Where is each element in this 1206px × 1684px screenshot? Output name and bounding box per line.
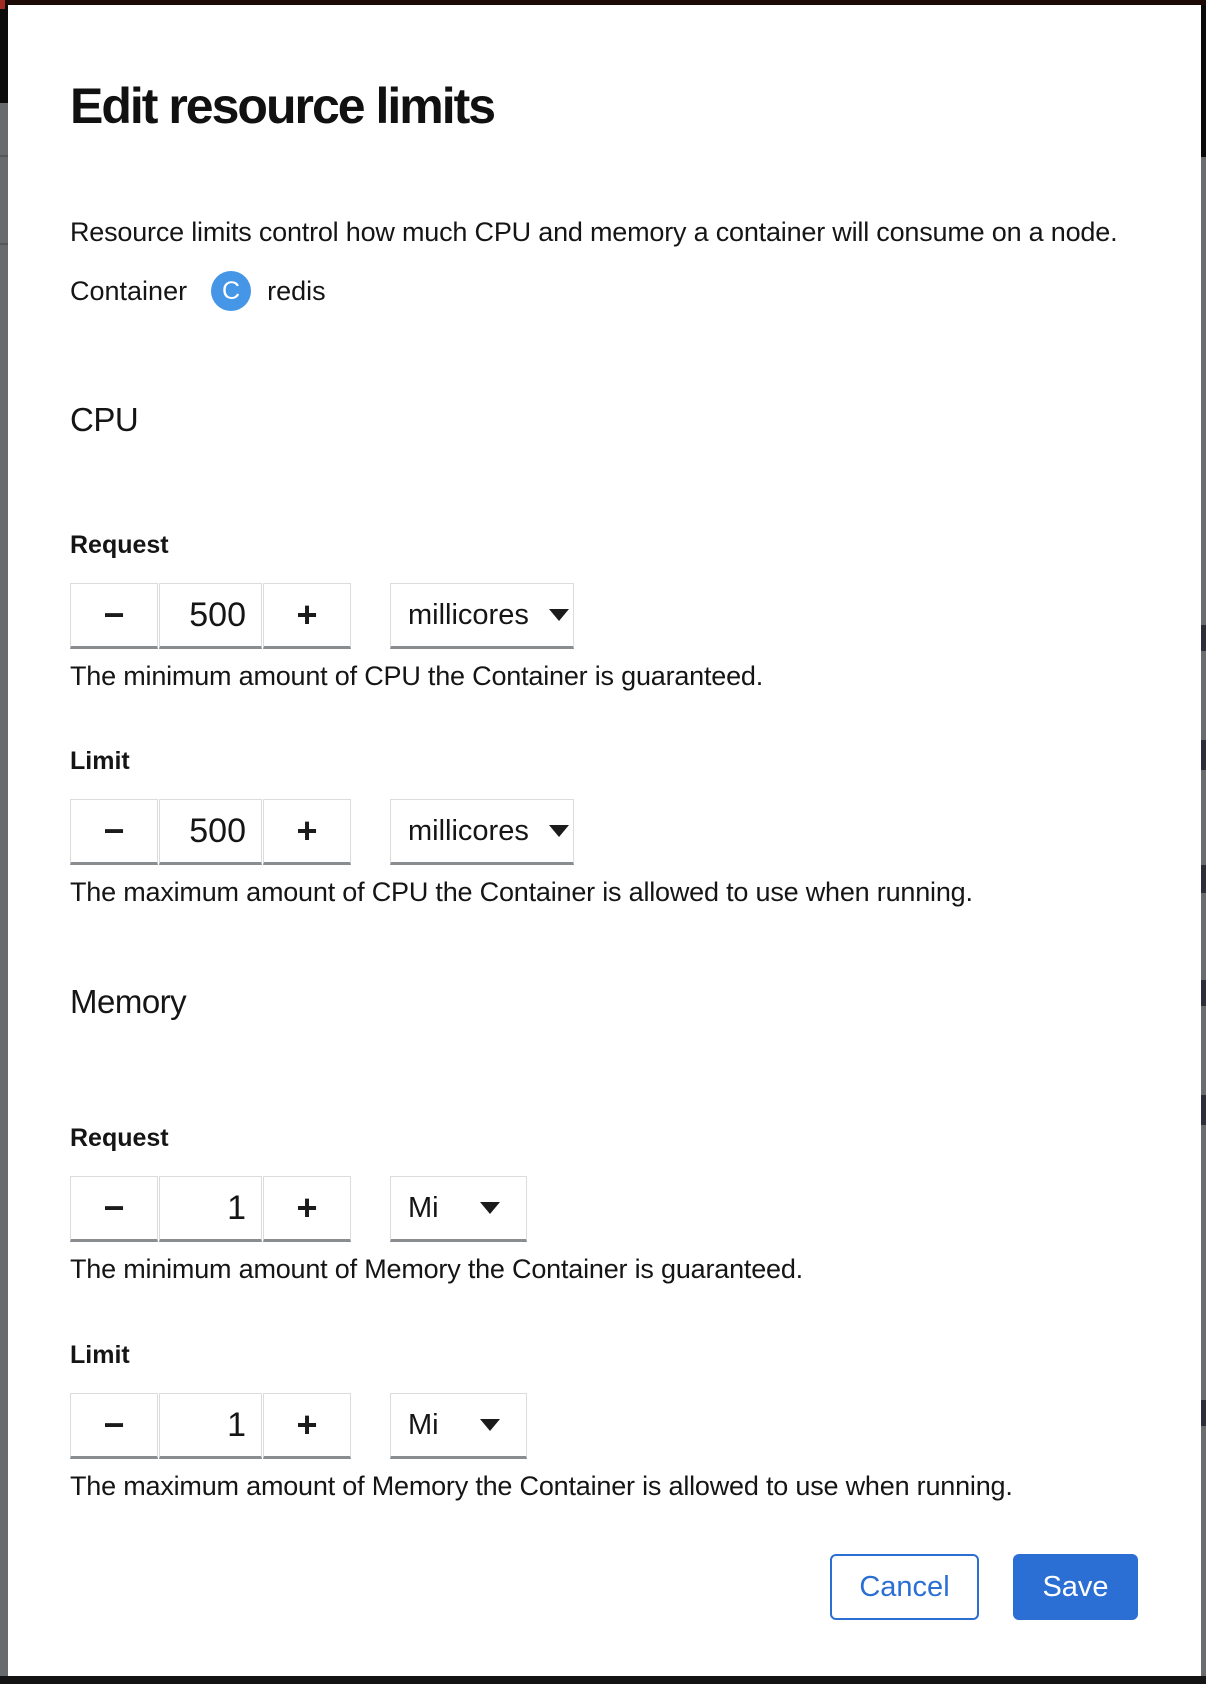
- cpu-limit-label: Limit: [70, 747, 130, 775]
- modal-description: Resource limits control how much CPU and memory a container will consume on a node.: [70, 217, 1118, 247]
- container-badge-letter: C: [222, 276, 241, 305]
- cpu-request-helper: The minimum amount of CPU the Container is guaranteed.: [70, 661, 764, 691]
- memory-limit-input[interactable]: [159, 1393, 262, 1459]
- backdrop-left-strip: [0, 5, 8, 1676]
- memory-request-unit-select[interactable]: [390, 1176, 527, 1242]
- minus-button[interactable]: −: [70, 583, 158, 649]
- section-heading-cpu: CPU: [70, 401, 139, 438]
- caret-down-icon: [549, 825, 569, 837]
- memory-limit-unit-select[interactable]: [390, 1393, 527, 1459]
- cpu-request-group: [70, 529, 1201, 692]
- cpu-request-unit-select[interactable]: [390, 583, 574, 649]
- section-heading-memory: Memory: [70, 983, 187, 1020]
- unit-label: millicores: [408, 814, 529, 847]
- container-name: redis: [267, 275, 326, 306]
- unit-label: Mi: [408, 1191, 439, 1224]
- caret-down-icon: [480, 1202, 500, 1214]
- minus-button[interactable]: −: [70, 1393, 158, 1459]
- memory-limit-stepper: [70, 1393, 351, 1459]
- cpu-limit-unit-select[interactable]: [390, 799, 574, 865]
- plus-button[interactable]: +: [263, 1176, 351, 1242]
- backdrop-red-notch: [0, 0, 5, 9]
- container-badge-icon: [211, 271, 251, 311]
- memory-limit-label: Limit: [70, 1341, 130, 1369]
- memory-request-group: [70, 1122, 1201, 1285]
- cpu-request-label: Request: [70, 531, 169, 559]
- backdrop-bottom-strip: [0, 1676, 1206, 1684]
- edit-resource-limits-modal: [8, 5, 1201, 1676]
- cpu-limit-stepper: [70, 799, 351, 865]
- container-row: [70, 269, 326, 313]
- container-label: Container: [70, 275, 188, 306]
- memory-request-stepper: [70, 1176, 351, 1242]
- unit-label: Mi: [408, 1408, 439, 1441]
- cpu-request-stepper: [70, 583, 351, 649]
- unit-label: millicores: [408, 598, 529, 631]
- memory-limit-group: [70, 1339, 1201, 1502]
- save-button[interactable]: Save: [1013, 1554, 1138, 1620]
- memory-request-helper: The minimum amount of Memory the Container is guaranteed.: [70, 1254, 803, 1284]
- modal-title: Edit resource limits: [70, 78, 495, 134]
- backdrop-right-strip: [1201, 5, 1206, 1676]
- caret-down-icon: [480, 1419, 500, 1431]
- plus-button[interactable]: +: [263, 583, 351, 649]
- memory-limit-helper: The maximum amount of Memory the Container is allowed to use when running.: [70, 1471, 1013, 1501]
- cpu-request-input[interactable]: [159, 583, 262, 649]
- memory-request-input[interactable]: [159, 1176, 262, 1242]
- cpu-limit-group: [70, 745, 1201, 908]
- cpu-limit-input[interactable]: [159, 799, 262, 865]
- caret-down-icon: [549, 609, 569, 621]
- plus-button[interactable]: +: [263, 1393, 351, 1459]
- modal-footer: [830, 1554, 1138, 1620]
- cpu-limit-helper: The maximum amount of CPU the Container is allowed to use when running.: [70, 877, 973, 907]
- minus-button[interactable]: −: [70, 799, 158, 865]
- plus-button[interactable]: +: [263, 799, 351, 865]
- cancel-button[interactable]: Cancel: [830, 1554, 979, 1620]
- memory-request-label: Request: [70, 1124, 169, 1152]
- minus-button[interactable]: −: [70, 1176, 158, 1242]
